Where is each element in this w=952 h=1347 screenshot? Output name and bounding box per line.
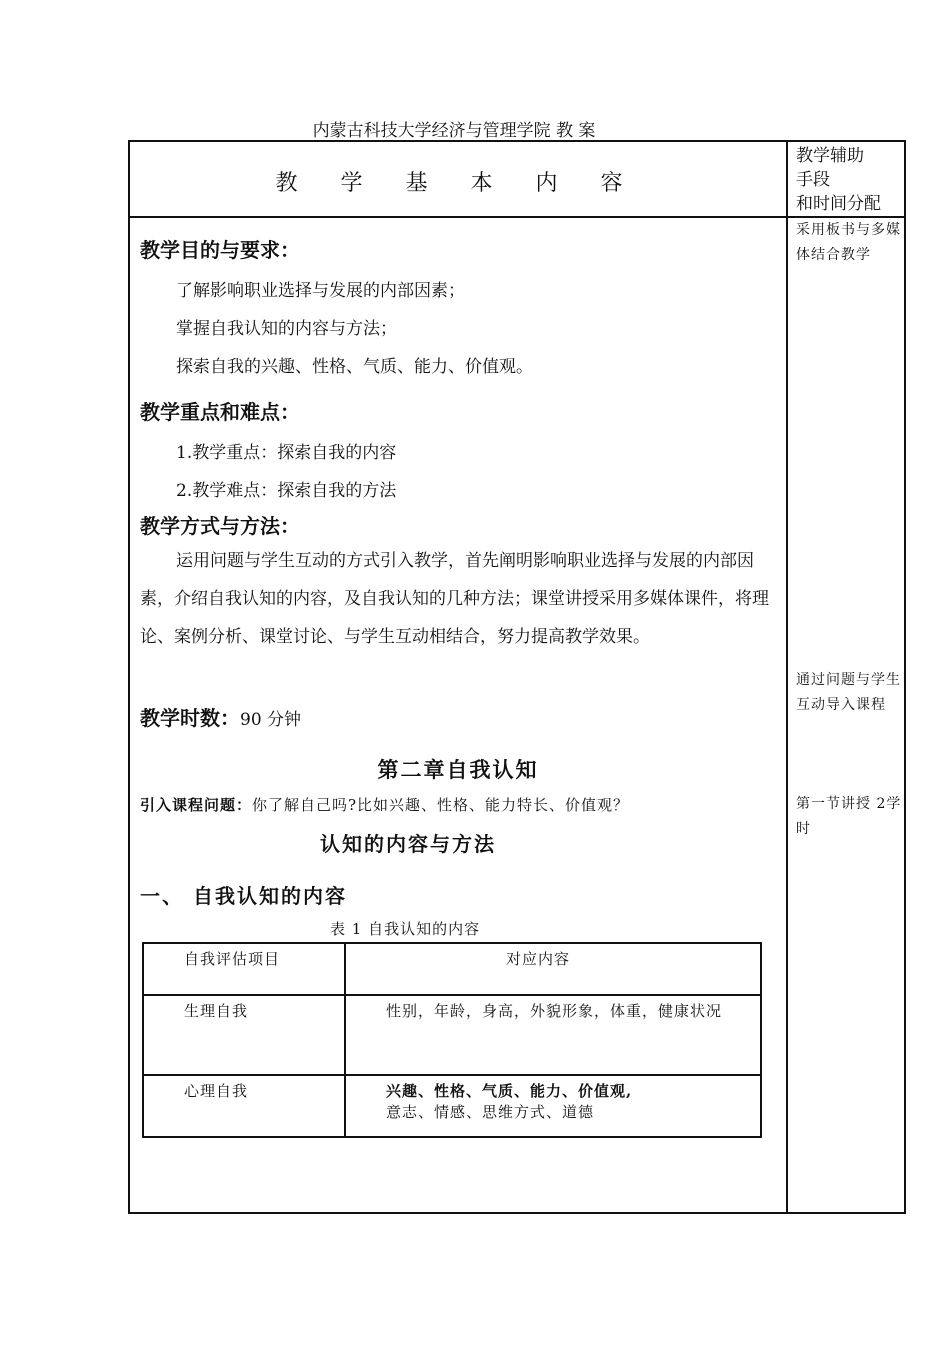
table-row (143, 995, 761, 1075)
table-header-cell: 自我评估项目 (143, 943, 345, 995)
table-cell-content-bold: 兴趣、性格、气质、能力、价值观, (386, 1082, 633, 1100)
side-heading-line-1: 教学辅助 (796, 146, 864, 166)
side-heading-line-3: 和时间分配 (796, 194, 881, 214)
table-cell-content-normal: 意志、情感、思维方式、道德 (386, 1103, 595, 1121)
section-title: 认知的内容与方法 (320, 832, 496, 856)
intro-question (140, 794, 629, 815)
table-cell-item: 心理自我 (143, 1075, 345, 1137)
chapter-title: 第二章自我认知 (377, 757, 539, 782)
side-heading-line-2: 手段 (796, 170, 830, 190)
hours-value: 90 分钟 (240, 710, 302, 730)
self-cognition-table (142, 942, 762, 1138)
table-row (143, 1075, 761, 1137)
main-heading: 教 学 基 本 内 容 (275, 171, 641, 196)
side-note-hours: 第一节讲授 2学时 (796, 796, 902, 837)
side-heading (796, 144, 881, 216)
key-points-heading: 教学重点和难点： (140, 400, 300, 424)
hours-row (140, 702, 301, 731)
key-point-item: 1.教学重点：探索自我的内容 (176, 443, 397, 463)
objective-item: 探索自我的兴趣、性格、气质、能力、价值观。 (176, 357, 533, 377)
page-header: 内蒙古科技大学经济与管理学院 教 案 (312, 121, 596, 141)
side-note-teaching-method: 采用板书与多媒体结合教学 (796, 222, 901, 263)
key-point-item: 2.教学难点：探索自我的方法 (176, 481, 397, 501)
sub-heading: 一、 自我认知的内容 (140, 884, 347, 908)
table-header-cell: 对应内容 (345, 943, 761, 995)
objectives-heading: 教学目的与要求： (140, 238, 300, 262)
table-cell-content: 性别，年龄，身高，外貌形象，体重，健康状况 (345, 995, 761, 1075)
table-header-row (143, 943, 761, 995)
lesson-plan-frame (128, 140, 906, 1214)
objective-item: 掌握自我认知的内容与方法； (176, 319, 397, 339)
column-divider (786, 142, 788, 1212)
side-note-interaction: 通过问题与学生互动导入课程 (796, 672, 901, 713)
table-cell-item: 生理自我 (143, 995, 345, 1075)
intro-text: 你了解自己吗?比如兴趣、性格、能力特长、价值观？ (252, 796, 630, 814)
header-divider (130, 216, 904, 218)
table-caption: 表 1 自我认知的内容 (330, 920, 481, 938)
methods-paragraph: 运用问题与学生互动的方式引入教学，首先阐明影响职业选择与发展的内部因素，介绍自我认知的内容，及自我认知的几种方法；课堂讲授采用多媒体课件，将理论、案例分析、课堂讨论、与学生互动相结合，努力提高教学效果。 (140, 551, 769, 647)
hours-label: 教学时数： (140, 706, 240, 730)
intro-label: 引入课程问题： (140, 796, 253, 814)
objective-item: 了解影响职业选择与发展的内部因素； (176, 281, 465, 301)
table-cell-content (345, 1075, 761, 1137)
methods-heading: 教学方式与方法： (140, 514, 300, 538)
